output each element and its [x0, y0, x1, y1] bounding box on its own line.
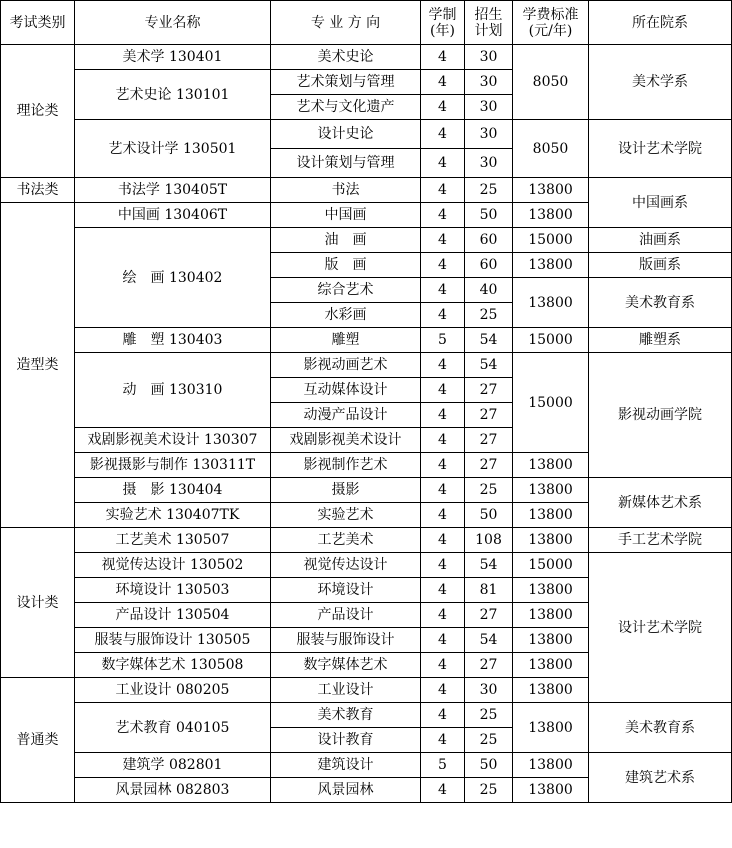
years-cell: 4: [421, 478, 465, 503]
major-cell: 戏剧影视美术设计 130307: [75, 428, 271, 453]
major-cell: 摄 影 130404: [75, 478, 271, 503]
direction-cell: 互动媒体设计: [271, 378, 421, 403]
enroll-cell: 54: [465, 553, 513, 578]
enroll-cell: 25: [465, 178, 513, 203]
major-cell: 美术学 130401: [75, 45, 271, 70]
direction-cell: 影视动画艺术: [271, 353, 421, 378]
fee-cell: 8050: [513, 120, 589, 178]
major-cell: 艺术教育 040105: [75, 703, 271, 753]
fee-cell: 13800: [513, 578, 589, 603]
major-cell: 绘 画 130402: [75, 228, 271, 328]
enroll-cell: 54: [465, 328, 513, 353]
fee-cell: 15000: [513, 228, 589, 253]
direction-cell: 产品设计: [271, 603, 421, 628]
fee-cell: 13800: [513, 253, 589, 278]
direction-cell: 设计教育: [271, 728, 421, 753]
table-row: [1, 478, 732, 503]
enroll-cell: 25: [465, 703, 513, 728]
direction-cell: 中国画: [271, 203, 421, 228]
major-cell: 建筑学 082801: [75, 753, 271, 778]
table-row: [1, 703, 732, 728]
major-cell: 中国画 130406T: [75, 203, 271, 228]
years-cell: 4: [421, 120, 465, 149]
years-cell: 4: [421, 403, 465, 428]
years-cell: 4: [421, 95, 465, 120]
major-cell: 实验艺术 130407TK: [75, 503, 271, 528]
enroll-cell: 30: [465, 678, 513, 703]
direction-cell: 戏剧影视美术设计: [271, 428, 421, 453]
category-cell: 设计类: [1, 528, 75, 678]
header-dept: 所在院系: [589, 1, 732, 45]
years-cell: 4: [421, 678, 465, 703]
dept-cell: 手工艺术学院: [589, 528, 732, 553]
header-row: [1, 1, 732, 45]
direction-cell: 动漫产品设计: [271, 403, 421, 428]
years-cell: 4: [421, 578, 465, 603]
years-cell: 4: [421, 353, 465, 378]
fee-cell: 8050: [513, 45, 589, 120]
fee-cell: 13800: [513, 653, 589, 678]
major-cell: 艺术设计学 130501: [75, 120, 271, 178]
direction-cell: 版 画: [271, 253, 421, 278]
direction-cell: 雕塑: [271, 328, 421, 353]
years-cell: 4: [421, 628, 465, 653]
direction-cell: 摄影: [271, 478, 421, 503]
years-cell: 4: [421, 453, 465, 478]
major-cell: 视觉传达设计 130502: [75, 553, 271, 578]
direction-cell: 风景园林: [271, 778, 421, 803]
category-cell: 造型类: [1, 203, 75, 528]
years-cell: 4: [421, 45, 465, 70]
years-cell: 5: [421, 753, 465, 778]
direction-cell: 环境设计: [271, 578, 421, 603]
enroll-cell: 27: [465, 653, 513, 678]
enroll-cell: 30: [465, 120, 513, 149]
major-cell: 风景园林 082803: [75, 778, 271, 803]
table-row: [1, 528, 732, 553]
years-cell: 4: [421, 149, 465, 178]
enroll-cell: 50: [465, 203, 513, 228]
direction-cell: 艺术策划与管理: [271, 70, 421, 95]
enroll-cell: 60: [465, 253, 513, 278]
enroll-cell: 60: [465, 228, 513, 253]
fee-cell: 15000: [513, 553, 589, 578]
years-cell: 4: [421, 553, 465, 578]
enroll-cell: 27: [465, 378, 513, 403]
direction-cell: 综合艺术: [271, 278, 421, 303]
fee-cell: 13800: [513, 628, 589, 653]
fee-cell: 13800: [513, 703, 589, 753]
fee-cell: 13800: [513, 603, 589, 628]
enroll-cell: 27: [465, 603, 513, 628]
direction-cell: 设计史论: [271, 120, 421, 149]
direction-cell: 视觉传达设计: [271, 553, 421, 578]
enroll-cell: 50: [465, 753, 513, 778]
enroll-cell: 27: [465, 453, 513, 478]
table-row: [1, 228, 732, 253]
major-cell: 环境设计 130503: [75, 578, 271, 603]
category-cell: 书法类: [1, 178, 75, 203]
dept-cell: 新媒体艺术系: [589, 478, 732, 528]
years-cell: 4: [421, 603, 465, 628]
dept-cell: 油画系: [589, 228, 732, 253]
fee-cell: 15000: [513, 328, 589, 353]
header-major: 专业名称: [75, 1, 271, 45]
enroll-cell: 54: [465, 353, 513, 378]
years-cell: 4: [421, 653, 465, 678]
header-direction: 专 业 方 向: [271, 1, 421, 45]
table-row: [1, 178, 732, 203]
direction-cell: 工艺美术: [271, 528, 421, 553]
dept-cell: 影视动画学院: [589, 353, 732, 478]
direction-cell: 服装与服饰设计: [271, 628, 421, 653]
major-cell: 艺术史论 130101: [75, 70, 271, 120]
years-cell: 4: [421, 278, 465, 303]
years-cell: 4: [421, 703, 465, 728]
direction-cell: 油 画: [271, 228, 421, 253]
category-cell: 理论类: [1, 45, 75, 178]
enroll-cell: 30: [465, 149, 513, 178]
header-enroll: 招生 计划: [465, 1, 513, 45]
fee-cell: 13800: [513, 528, 589, 553]
major-cell: 工艺美术 130507: [75, 528, 271, 553]
table-row: [1, 328, 732, 353]
direction-cell: 美术史论: [271, 45, 421, 70]
major-cell: 动 画 130310: [75, 353, 271, 428]
header-years: 学制 (年): [421, 1, 465, 45]
enroll-cell: 30: [465, 45, 513, 70]
direction-cell: 建筑设计: [271, 753, 421, 778]
major-cell: 服装与服饰设计 130505: [75, 628, 271, 653]
enroll-cell: 25: [465, 478, 513, 503]
years-cell: 4: [421, 378, 465, 403]
dept-cell: 中国画系: [589, 178, 732, 228]
header-category: 考试类别: [1, 1, 75, 45]
dept-cell: 美术教育系: [589, 278, 732, 328]
direction-cell: 影视制作艺术: [271, 453, 421, 478]
enroll-cell: 30: [465, 95, 513, 120]
fee-cell: 13800: [513, 178, 589, 203]
enroll-cell: 25: [465, 303, 513, 328]
direction-cell: 水彩画: [271, 303, 421, 328]
major-cell: 雕 塑 130403: [75, 328, 271, 353]
direction-cell: 美术教育: [271, 703, 421, 728]
fee-cell: 13800: [513, 278, 589, 328]
enroll-cell: 27: [465, 403, 513, 428]
fee-cell: 13800: [513, 478, 589, 503]
direction-cell: 艺术与文化遗产: [271, 95, 421, 120]
dept-cell: 版画系: [589, 253, 732, 278]
table-row: [1, 120, 732, 149]
dept-cell: 美术学系: [589, 45, 732, 120]
fee-cell: 13800: [513, 503, 589, 528]
years-cell: 4: [421, 528, 465, 553]
years-cell: 5: [421, 328, 465, 353]
dept-cell: 建筑艺术系: [589, 753, 732, 803]
major-cell: 数字媒体艺术 130508: [75, 653, 271, 678]
years-cell: 4: [421, 728, 465, 753]
enroll-cell: 54: [465, 628, 513, 653]
enroll-cell: 25: [465, 728, 513, 753]
years-cell: 4: [421, 203, 465, 228]
enroll-cell: 50: [465, 503, 513, 528]
table-row: [1, 353, 732, 378]
fee-cell: 13800: [513, 778, 589, 803]
years-cell: 4: [421, 253, 465, 278]
category-cell: 普通类: [1, 678, 75, 803]
enroll-cell: 27: [465, 428, 513, 453]
years-cell: 4: [421, 303, 465, 328]
years-cell: 4: [421, 228, 465, 253]
dept-cell: 雕塑系: [589, 328, 732, 353]
fee-cell: 13800: [513, 678, 589, 703]
fee-cell: 13800: [513, 453, 589, 478]
direction-cell: 书法: [271, 178, 421, 203]
years-cell: 4: [421, 778, 465, 803]
years-cell: 4: [421, 178, 465, 203]
fee-cell: 13800: [513, 753, 589, 778]
major-cell: 产品设计 130504: [75, 603, 271, 628]
direction-cell: 工业设计: [271, 678, 421, 703]
enroll-cell: 30: [465, 70, 513, 95]
direction-cell: 设计策划与管理: [271, 149, 421, 178]
table-row: [1, 753, 732, 778]
dept-cell: 设计艺术学院: [589, 120, 732, 178]
direction-cell: 数字媒体艺术: [271, 653, 421, 678]
years-cell: 4: [421, 428, 465, 453]
enroll-cell: 81: [465, 578, 513, 603]
header-fee: 学费标准 (元/年): [513, 1, 589, 45]
dept-cell: 美术教育系: [589, 703, 732, 753]
major-cell: 影视摄影与制作 130311T: [75, 453, 271, 478]
table-row: [1, 45, 732, 70]
major-cell: 书法学 130405T: [75, 178, 271, 203]
enroll-cell: 108: [465, 528, 513, 553]
enroll-cell: 25: [465, 778, 513, 803]
direction-cell: 实验艺术: [271, 503, 421, 528]
enroll-cell: 40: [465, 278, 513, 303]
years-cell: 4: [421, 503, 465, 528]
fee-cell: 15000: [513, 353, 589, 453]
fee-cell: 13800: [513, 203, 589, 228]
dept-cell: 设计艺术学院: [589, 553, 732, 703]
table-row: [1, 553, 732, 578]
major-cell: 工业设计 080205: [75, 678, 271, 703]
years-cell: 4: [421, 70, 465, 95]
